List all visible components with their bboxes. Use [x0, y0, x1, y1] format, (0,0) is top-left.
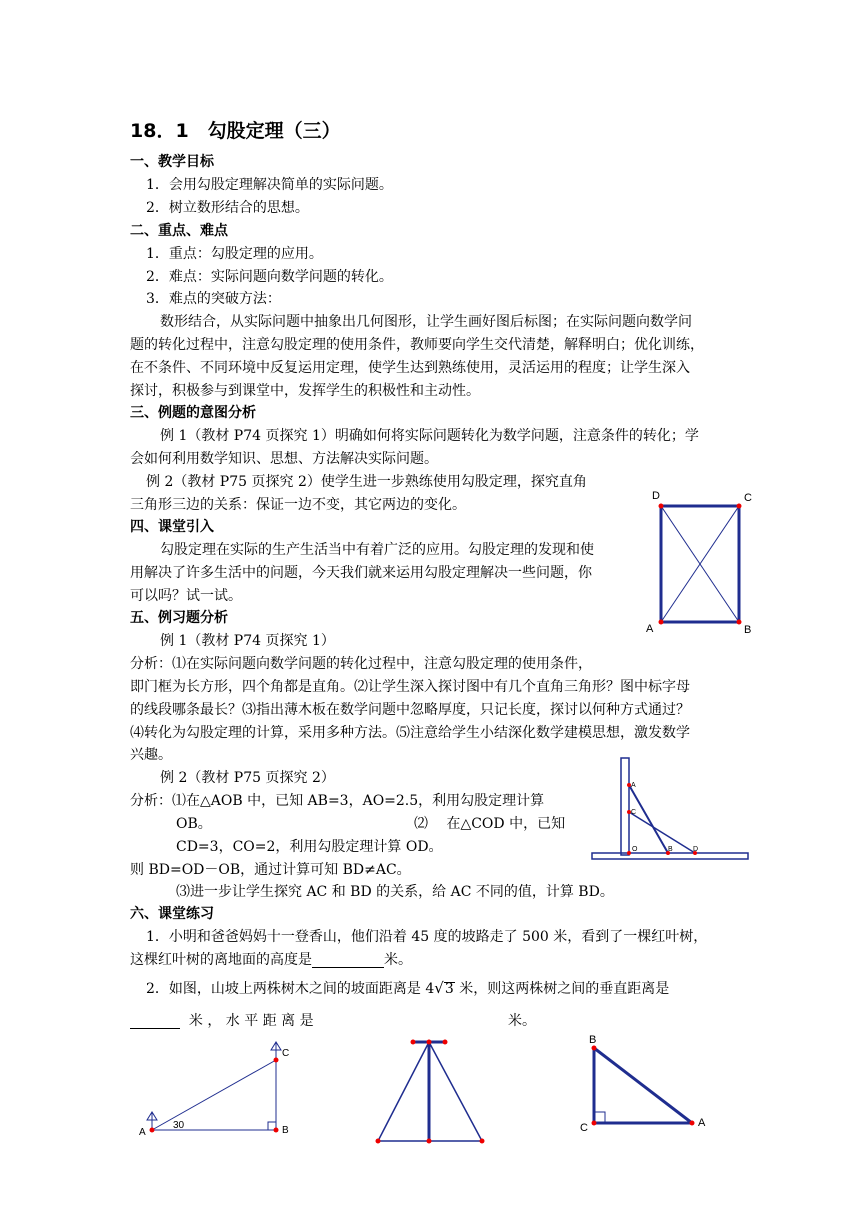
vertex-point	[659, 504, 664, 509]
label-d: D	[652, 490, 660, 502]
objective-item: 1．会用勾股定理解决简单的实际问题。	[146, 177, 393, 193]
section-heading-examples: 五、例习题分析	[130, 610, 228, 626]
paragraph-line: 会如何利用数学知识、思想、方法解决实际问题。	[130, 451, 438, 467]
vertex-point	[427, 1139, 432, 1144]
paragraph-line: 题的转化过程中，注意勾股定理的使用条件，教师要向学生交代清楚，解释明白；优化训练，	[130, 337, 704, 353]
label-b: B	[589, 1034, 597, 1046]
point-b	[592, 1046, 597, 1051]
objective-item: 2．树立数形结合的思想。	[146, 200, 309, 216]
paragraph-line: ⑷转化为勾股定理的计算，采用多种方法。⑸注意给学生小结深化数学建模思想，激发数学	[130, 725, 690, 741]
slope-figure	[134, 1038, 299, 1140]
page-title: 18．1 勾股定理（三）	[130, 120, 341, 142]
ladder-figure	[588, 752, 753, 864]
paragraph-line: OB。	[176, 816, 212, 832]
ground-rect	[592, 853, 748, 859]
label-a: A	[139, 1127, 146, 1138]
key-point-item: 2．难点：实际问题向数学问题的转化。	[146, 269, 393, 285]
label-a: A	[631, 782, 636, 789]
vertex-point	[411, 1040, 416, 1045]
isosceles-figure	[372, 1036, 488, 1148]
vertex-point	[480, 1139, 485, 1144]
exercise-line: 2．如图，山坡上两株树木之间的坡面距离是 4√3 米，则这两株树之间的垂直距离是	[146, 979, 670, 997]
exercise-line: 米 ， 水 平 距 离 是	[130, 1014, 314, 1029]
vertex-point	[427, 1040, 432, 1045]
paragraph-line: 则 BD=OD－OB，通过计算可知 BD≠AC。	[130, 862, 411, 878]
paragraph-line: 分析：⑴在△AOB 中，已知 AB=3，AO=2.5，利用勾股定理计算	[130, 793, 545, 809]
point-a	[690, 1121, 695, 1126]
paragraph-line: 可以吗？试一试。	[130, 588, 242, 604]
label-a: A	[646, 623, 654, 635]
paragraph-line: 探讨，积极参与到课堂中，发挥学生的积极性和主动性。	[130, 383, 480, 399]
label-b: B	[668, 846, 673, 853]
sqrt-radicand: 3	[444, 981, 454, 997]
label-c: C	[282, 1048, 290, 1059]
label-c: C	[631, 809, 637, 816]
answer-blank	[130, 1014, 180, 1029]
point-a	[150, 1128, 155, 1133]
paragraph-line: 的线段哪条最长？⑶指出薄木板在数学问题中忽略厚度，只记长度，探讨以何种方式通过？	[130, 702, 690, 718]
section-heading-objectives: 一、教学目标	[130, 154, 214, 170]
section-heading-intent: 三、例题的意图分析	[130, 405, 256, 421]
wall-rect	[621, 758, 629, 855]
exercise-line: 1．小明和爸爸妈妈十一登香山，他们沿着 45 度的坡路走了 500 米，看到了一棵红叶树，	[146, 929, 708, 945]
paragraph-line: 即门框为长方形，四个角都是直角。⑵让学生深入探讨图中有几个直角三角形？图中标字母	[130, 679, 690, 695]
label-o: O	[632, 846, 638, 853]
section-heading-practice: 六、课堂练习	[130, 906, 214, 922]
paragraph-line: 分析：⑴在实际问题向数学问题的转化过程中，注意勾股定理的使用条件，	[130, 656, 592, 672]
point-c	[274, 1058, 279, 1063]
label-a: A	[698, 1117, 706, 1129]
label-d: D	[693, 846, 699, 853]
right-triangle-figure	[578, 1030, 713, 1135]
paragraph-line: 用解决了许多生活中的问题，今天我们就来运用勾股定理解决一些问题，你	[130, 565, 592, 581]
answer-blank	[312, 953, 384, 968]
label-c: C	[744, 492, 752, 504]
paragraph-line: CD=3，CO=2，利用勾股定理计算 OD。	[176, 839, 443, 855]
label-b: B	[282, 1125, 289, 1136]
paragraph-line: 例 2（教材 P75 页探究 2）使学生进一步熟练使用勾股定理，探究直角	[146, 474, 587, 490]
vertex-point	[737, 504, 742, 509]
point-b	[274, 1128, 279, 1133]
exercise-line: 米。	[508, 1013, 536, 1029]
vertex-point	[737, 620, 742, 625]
ladder-before-line	[629, 785, 668, 853]
point-c	[592, 1121, 597, 1126]
paragraph-line: ⑶进一步让学生探究 AC 和 BD 的关系，给 AC 不同的值，计算 BD。	[176, 884, 614, 900]
label-b: B	[744, 624, 752, 636]
right-side-line	[429, 1042, 482, 1141]
label-c: C	[580, 1122, 588, 1134]
hypotenuse	[594, 1048, 692, 1123]
vertex-point	[376, 1139, 381, 1144]
slope-line	[152, 1060, 276, 1130]
section-heading-key-points: 二、重点、难点	[130, 223, 228, 239]
example-title: 例 1（教材 P74 页探究 1）	[160, 633, 335, 649]
left-side-line	[378, 1042, 429, 1141]
point-o	[627, 851, 631, 855]
paragraph-line: 数形结合，从实际问题中抽象出几何图形，让学生画好图后标图；在实际问题向数学问	[160, 314, 692, 330]
paragraph-line: 兴趣。	[130, 747, 172, 763]
example-title: 例 2（教材 P75 页探究 2）	[160, 770, 335, 786]
paragraph-line: 例 1（教材 P74 页探究 1）明确如何将实际问题转化为数学问题，注意条件的转化；学	[160, 428, 699, 444]
section-heading-intro: 四、课堂引入	[130, 519, 214, 535]
door-frame-figure	[640, 485, 760, 635]
paragraph-line: 三角形三边的关系：保证一边不变，其它两边的变化。	[130, 497, 466, 513]
key-point-item: 3．难点的突破方法：	[146, 291, 281, 307]
vertex-point	[443, 1040, 448, 1045]
key-point-item: 1．重点：勾股定理的应用。	[146, 246, 323, 262]
vertex-point	[659, 620, 664, 625]
exercise-line: 这棵红叶树的离地面的高度是 米。	[130, 952, 412, 968]
paragraph-line: ⑵ 在△COD 中，已知	[414, 816, 566, 832]
angle-label: 30	[173, 1120, 185, 1131]
paragraph-line: 在不条件、不同环境中反复运用定理，使学生达到熟练使用，灵活运用的程度；让学生深入	[130, 360, 690, 376]
paragraph-line: 勾股定理在实际的生产生活当中有着广泛的应用。勾股定理的发现和使	[160, 542, 594, 558]
ladder-after-line	[629, 812, 695, 853]
